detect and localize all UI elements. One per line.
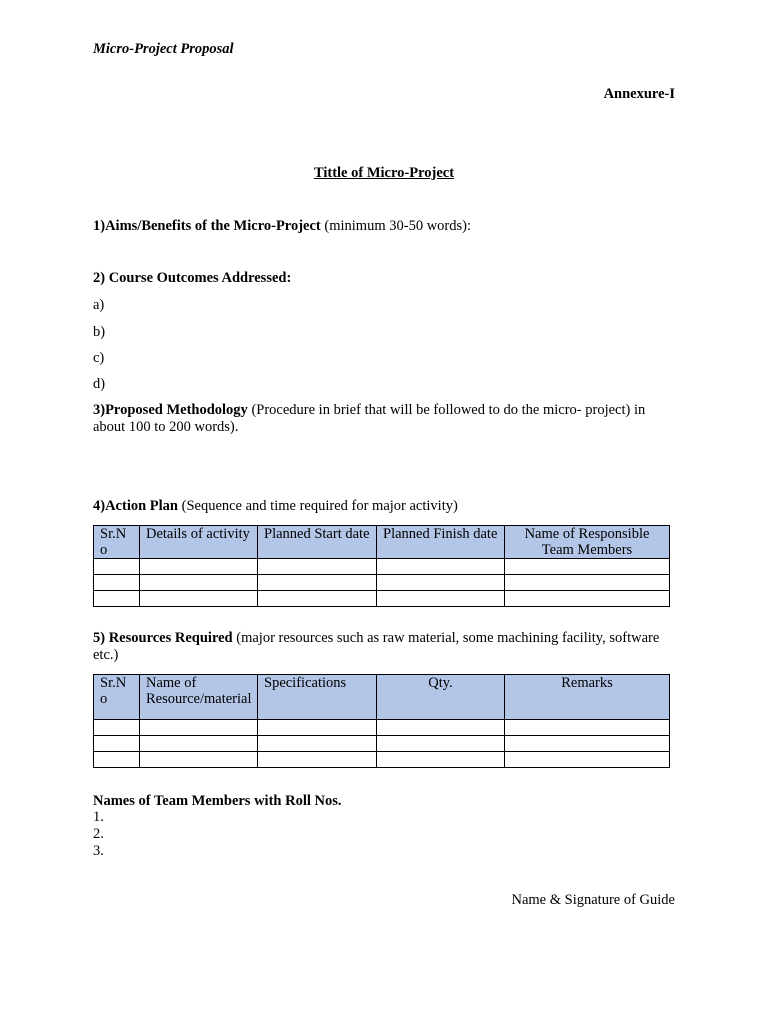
section-aims-heading: 1)Aims/Benefits of the Micro-Project <box>93 218 321 234</box>
column-header-srno: Sr.No <box>94 675 140 720</box>
table-cell <box>94 559 140 575</box>
section-action-plan-note: (Sequence and time required for major activity) <box>177 498 458 514</box>
list-item: 3. <box>93 843 104 859</box>
column-header-specifications: Specifications <box>258 675 377 720</box>
resources-header-row <box>94 675 670 720</box>
table-cell <box>377 736 505 752</box>
table-cell <box>140 559 258 575</box>
section-outcomes-heading: 2) Course Outcomes Addressed: <box>93 270 292 286</box>
list-item: 1. <box>93 809 104 825</box>
table-cell <box>258 736 377 752</box>
column-header-details: Details of activity <box>140 526 258 559</box>
action-plan-header-row <box>94 526 670 559</box>
table-cell <box>377 720 505 736</box>
table-cell <box>258 720 377 736</box>
table-cell <box>140 752 258 768</box>
section-resources <box>93 630 678 664</box>
action-plan-table <box>93 525 670 607</box>
annexure-label: Annexure-I <box>603 86 675 102</box>
outcome-item-c: c) <box>93 350 105 366</box>
column-header-start-date: Planned Start date <box>258 526 377 559</box>
table-cell <box>258 752 377 768</box>
table-cell <box>505 736 670 752</box>
guide-signature-label: Name & Signature of Guide <box>511 892 675 908</box>
table-cell <box>140 720 258 736</box>
table-cell <box>505 752 670 768</box>
table-row <box>94 736 670 752</box>
document-header-label: Micro-Project Proposal <box>93 41 234 57</box>
team-members-heading: Names of Team Members with Roll Nos. <box>93 793 342 809</box>
table-row <box>94 575 670 591</box>
table-cell <box>94 752 140 768</box>
column-header-remarks: Remarks <box>505 675 670 720</box>
section-methodology <box>93 402 678 436</box>
column-header-qty: Qty. <box>377 675 505 720</box>
table-cell <box>258 559 377 575</box>
outcome-item-b: b) <box>93 324 106 340</box>
section-resources-heading: 5) Resources Required <box>93 630 233 646</box>
column-header-responsible: Name of Responsible Team Members <box>505 526 670 559</box>
section-aims <box>93 218 471 235</box>
section-methodology-note: (Procedure in brief that will be followed to do the micro- project) in about 100 to 200 words). <box>93 402 646 435</box>
table-cell <box>140 575 258 591</box>
column-header-srno: Sr.No <box>94 526 140 559</box>
list-item: 2. <box>93 826 104 842</box>
table-cell <box>94 736 140 752</box>
section-aims-note: (minimum 30-50 words): <box>320 218 471 234</box>
table-cell <box>377 752 505 768</box>
table-row <box>94 720 670 736</box>
table-cell <box>377 559 505 575</box>
table-row <box>94 559 670 575</box>
table-cell <box>505 720 670 736</box>
outcome-item-a: a) <box>93 297 105 313</box>
table-cell <box>94 575 140 591</box>
table-cell <box>258 575 377 591</box>
column-header-resource-name: Name of Resource/material <box>140 675 258 720</box>
outcome-item-d: d) <box>93 376 106 392</box>
table-cell <box>377 575 505 591</box>
table-cell <box>94 720 140 736</box>
table-row <box>94 752 670 768</box>
table-cell <box>140 736 258 752</box>
section-action-plan-heading: 4)Action Plan <box>93 498 178 514</box>
table-cell <box>505 575 670 591</box>
table-cell <box>505 559 670 575</box>
section-action-plan <box>93 498 458 515</box>
page-title: Tittle of Micro-Project <box>313 165 455 181</box>
table-cell <box>505 591 670 607</box>
section-resources-note: (major resources such as raw material, some machining facility, software etc.) <box>93 630 660 663</box>
resources-table <box>93 674 670 768</box>
table-cell <box>377 591 505 607</box>
table-row <box>94 591 670 607</box>
table-cell <box>140 591 258 607</box>
table-cell <box>94 591 140 607</box>
column-header-finish-date: Planned Finish date <box>377 526 505 559</box>
section-methodology-heading: 3)Proposed Methodology <box>93 402 248 418</box>
team-members-list <box>93 809 104 860</box>
table-cell <box>258 591 377 607</box>
